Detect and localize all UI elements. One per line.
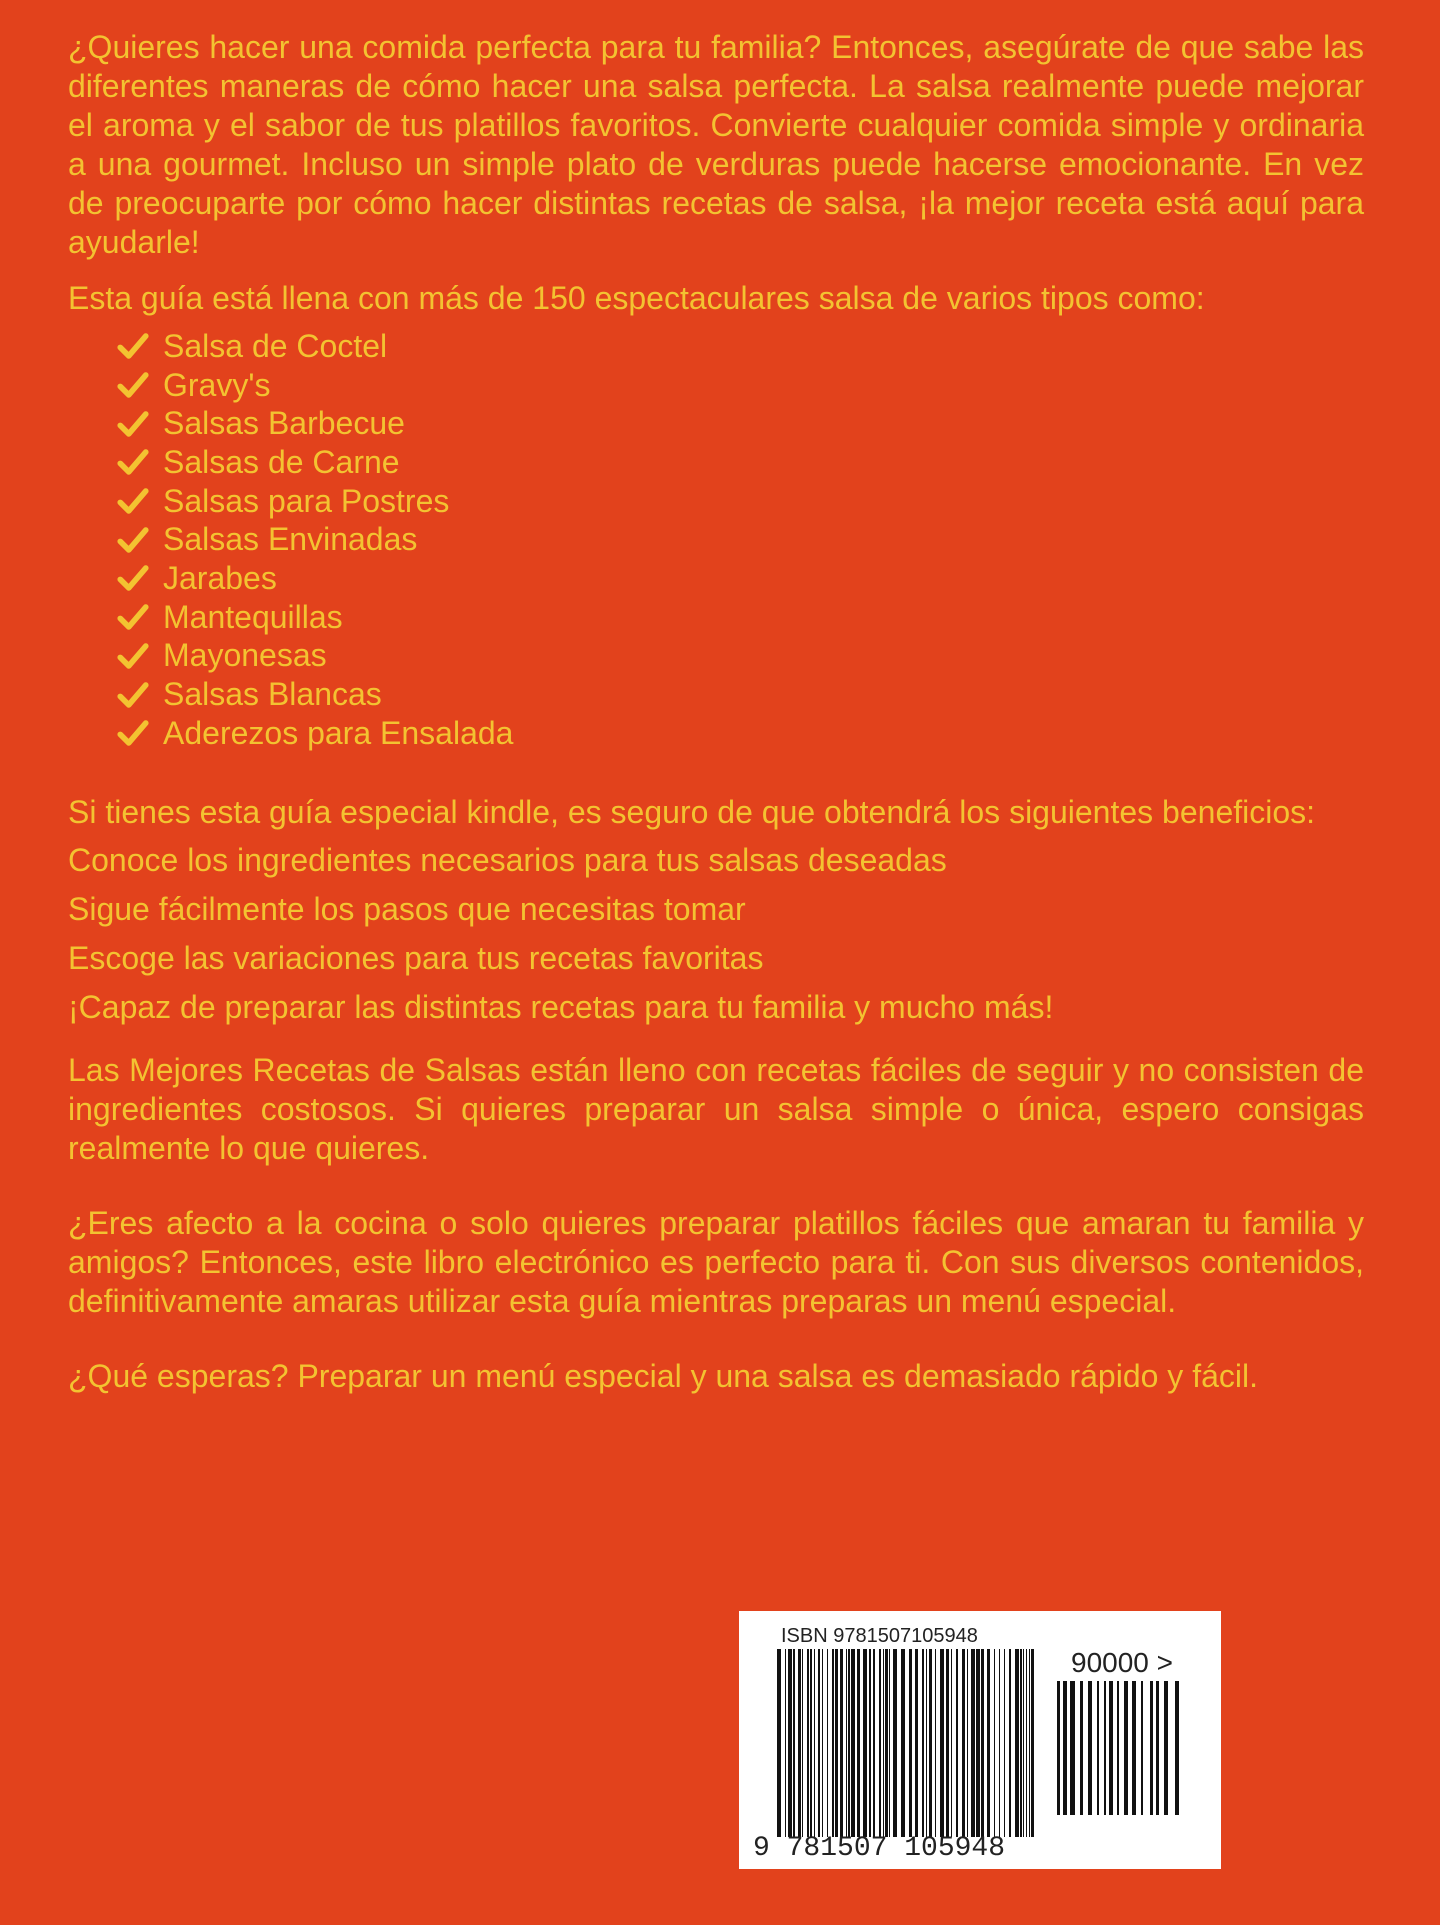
barcode-bar [851,1649,855,1837]
list-item [116,675,1364,714]
cooking-paragraph: ¿Eres afecto a la cocina o solo quieres preparar platillos fáciles que amaran tu familia y amigos? Entonces, este libro electrónico es perfecto para ti. Con sus diversos contenidos, definitivamente amaras utilizar esta guía mientras preparas un menú especial. [68,1204,1364,1319]
intro-paragraph: ¿Quieres hacer una comida perfecta para tu familia? Entonces, asegúrate de que sabe las diferentes maneras de cómo hacer una salsa perfecta. La salsa realmente puede mejorar el aroma y el sabor de tus platillos favoritos. Convierte cualquier comida simple y ordinaria a una gourmet. Incluso un simple plato de verduras puede hacerse emocionante. En vez de preocuparte por cómo hacer distintas recetas de salsa, ¡la mejor receta está aquí para ayudarle! [68,29,1364,260]
recipes-paragraph: Las Mejores Recetas de Salsas están lleno con recetas fáciles de seguir y no consisten de ingredientes costosos. Si quieres preparar un salsa simple o única, espero consigas realmente lo que quieres. [68,1051,1364,1166]
barcode-bar [857,1649,860,1837]
barcode-bar [863,1649,867,1837]
barcode-bar [822,1649,823,1837]
barcode-bar [926,1649,927,1837]
barcode-bar [940,1649,944,1837]
checkmark-icon [116,716,150,750]
barcode-bar [1124,1681,1128,1815]
barcode-bar [1004,1649,1005,1837]
barcode-bar [1156,1681,1159,1815]
barcode-digits: 9 781507 105948 [753,1833,1006,1864]
benefit-line: Escoge las variaciones para tus recetas favoritas [68,939,764,976]
barcode-bar [967,1649,968,1837]
barcode-bar [1097,1681,1099,1815]
barcode-bar [846,1649,847,1837]
benefit-line: ¡Capaz de preparar las distintas recetas para tu familia y mucho más! [68,988,1054,1025]
price-code: 90000 > [1071,1647,1173,1678]
list-item [116,598,1364,637]
barcode-bar [814,1649,815,1837]
barcode-bar [1026,1649,1027,1837]
barcode-bars [777,1649,1039,1837]
barcode-bar [818,1649,820,1837]
barcode-bar [1109,1681,1113,1815]
barcode-bar [1023,1649,1024,1837]
checkmark-icon [116,678,150,712]
barcode-bar [840,1649,843,1837]
barcode-bar [889,1649,890,1837]
barcode-bar [1009,1649,1011,1837]
barcode-bar [835,1649,838,1837]
barcode-bar [929,1649,932,1837]
barcode-bar [971,1649,975,1837]
list-item [116,443,1364,482]
checkmark-icon [116,639,150,673]
barcode-bar [922,1649,924,1837]
list-item [116,637,1364,676]
isbn-barcode [739,1611,1221,1869]
barcode-bar [999,1649,1000,1837]
sauce-type-list [68,327,1364,753]
barcode-bar [1029,1649,1030,1837]
barcode-bar [1080,1681,1083,1815]
cover-text [68,28,1364,1396]
list-item-label: Mantequillas [163,598,343,635]
list-item [116,327,1364,366]
barcode-bar [909,1649,912,1837]
benefits-intro: Si tienes esta guía especial kindle, es seguro de que obtendrá los siguientes beneficios: [68,793,1316,830]
barcode-bar [994,1649,995,1837]
barcode-bar [832,1649,834,1837]
list-item-label: Aderezos para Ensalada [163,714,514,751]
checkmark-icon [116,600,150,634]
barcode-bar [873,1649,875,1837]
barcode-bar [883,1649,884,1837]
closing-paragraph: ¿Qué esperas? Preparar un menú especial y una salsa es demasiado rápido y fácil. [68,1357,1258,1394]
list-item-label: Mayonesas [163,637,327,674]
barcode-bar [1020,1649,1022,1837]
list-item-label: Salsas Barbecue [163,405,405,442]
barcode-bar [1175,1681,1179,1815]
list-item-label: Salsas Envinadas [163,521,418,558]
barcode-bar [1141,1681,1143,1815]
barcode-bar [802,1649,803,1837]
checkmark-icon [116,523,150,557]
barcode-bar [976,1649,980,1837]
list-item [116,520,1364,559]
barcode-bar [1057,1681,1060,1815]
barcode-bar [1070,1681,1075,1815]
benefit-line: Conoce los ingredientes necesarios para tus salsas deseadas [68,841,947,878]
list-item-label: Salsas Blancas [163,676,382,713]
checkmark-icon [116,368,150,402]
barcode-bar [935,1649,936,1837]
barcode-bar [793,1649,795,1837]
checkmark-icon [116,407,150,441]
barcode-bar [956,1649,958,1837]
barcode-bar [869,1649,871,1837]
barcode-bar [946,1649,949,1837]
barcode-bar [1150,1681,1153,1815]
barcode-bar [788,1649,792,1837]
barcode-bar [879,1649,881,1837]
list-item [116,482,1364,521]
checkmark-icon [116,329,150,363]
list-item [116,559,1364,598]
barcode-bar [1015,1649,1019,1837]
barcode-bar [951,1649,952,1837]
list-intro: Esta guía está llena con más de 150 espectaculares salsa de varios tipos como: [68,280,1205,316]
barcode-bar [1031,1649,1034,1837]
barcode-bar [1088,1681,1092,1815]
barcode-bar [893,1649,897,1837]
barcode-bar [987,1649,990,1837]
barcode-bar [1164,1681,1168,1815]
list-item-label: Gravy's [163,366,271,403]
checkmark-icon [116,484,150,518]
list-item-label: Salsas para Postres [163,482,450,519]
barcode-bar [901,1649,905,1837]
addon-barcode-bars [1057,1681,1181,1815]
barcode-bar [1063,1681,1067,1815]
barcode-bar [1104,1681,1106,1815]
barcode-bar [885,1649,888,1837]
barcode-bar [915,1649,918,1837]
barcode-bar [981,1649,984,1837]
barcode-bar [785,1649,786,1837]
list-item-label: Jarabes [163,559,277,596]
barcode-bar [798,1649,801,1837]
list-item-label: Salsa de Coctel [163,327,388,364]
barcode-bar [1132,1681,1136,1815]
list-item [116,404,1364,443]
barcode-bar [827,1649,828,1837]
barcode-bar [1117,1681,1119,1815]
list-item [116,714,1364,753]
list-item-label: Salsas de Carne [163,443,400,480]
barcode-bar [777,1649,781,1837]
barcode-bar [807,1649,809,1837]
checkmark-icon [116,561,150,595]
barcode-bar [810,1649,812,1837]
checkmark-icon [116,445,150,479]
list-item [116,366,1364,405]
barcode-bar [962,1649,965,1837]
isbn-label: ISBN 9781507105948 [781,1625,978,1647]
benefit-line: Sigue fácilmente los pasos que necesitas tomar [68,890,746,927]
barcode-bar [848,1649,850,1837]
